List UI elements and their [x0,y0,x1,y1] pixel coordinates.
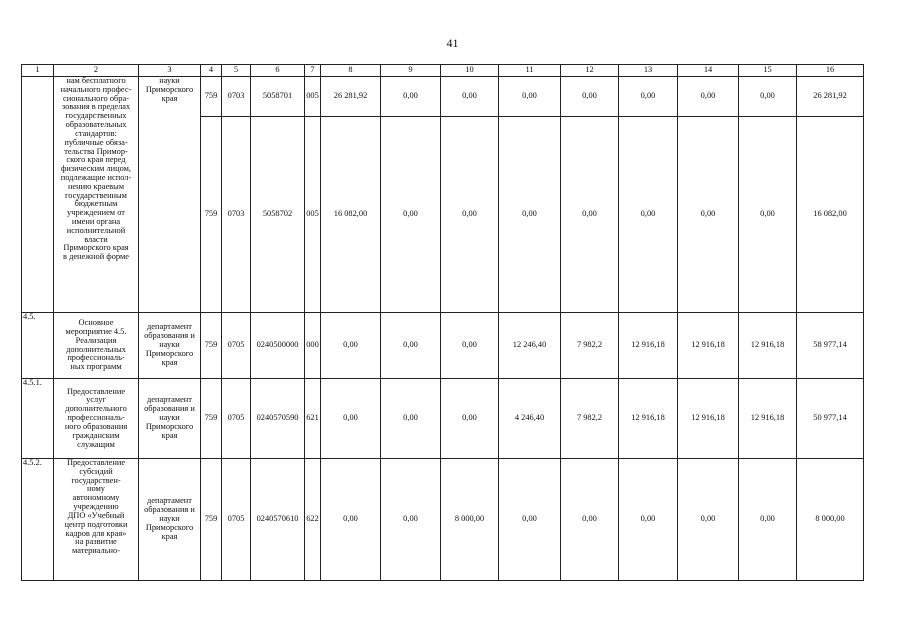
value-cell: 12 246,40 [499,313,561,379]
value-cell: 12 916,18 [739,379,797,459]
budget-table [21,64,864,581]
value-cell: 0240500000 [251,313,305,379]
value-cell: 0,00 [561,77,619,117]
value-cell: 0,00 [321,459,381,581]
value-cell: 16 082,00 [321,117,381,313]
value-cell: 0,00 [441,117,499,313]
value-cell: 0,00 [678,117,739,313]
value-cell: 759 [201,379,222,459]
row-number-cell: 4.5.1. [22,379,54,459]
value-cell: 8 000,00 [441,459,499,581]
value-cell: 622 [305,459,321,581]
value-cell: 0,00 [499,459,561,581]
value-cell: 0,00 [561,459,619,581]
header-cell: 14 [678,65,739,77]
table-row [22,379,864,459]
table-row [22,77,864,117]
value-cell: 0,00 [499,117,561,313]
value-cell: 0,00 [739,117,797,313]
value-cell: 759 [201,77,222,117]
value-cell: 0240570590 [251,379,305,459]
value-cell: 5058701 [251,77,305,117]
row-number-cell [22,77,54,313]
header-cell: 7 [305,65,321,77]
value-cell: 759 [201,459,222,581]
value-cell: 0705 [222,313,251,379]
header-cell: 13 [619,65,678,77]
value-cell: 50 977,14 [797,379,864,459]
value-cell: 7 982,2 [561,313,619,379]
header-cell: 5 [222,65,251,77]
value-cell: 12 916,18 [739,313,797,379]
value-cell: 0240570610 [251,459,305,581]
value-cell: 0,00 [381,379,441,459]
value-cell: 4 246,40 [499,379,561,459]
table-row [22,459,864,581]
value-cell: 759 [201,117,222,313]
value-cell: 0,00 [619,77,678,117]
organization-cell: департамент образования и науки Приморского края [139,459,201,581]
header-cell: 16 [797,65,864,77]
value-cell: 58 977,14 [797,313,864,379]
value-cell: 0,00 [381,313,441,379]
value-cell: 0703 [222,77,251,117]
description-cell: Предоставление субсидий государствен- ному автономному учреждению ДПО «Учебный центр подготовки кадров для края» на развитие материально- [54,459,139,581]
organization-cell: департамент образования и науки Приморского края [139,313,201,379]
header-cell: 6 [251,65,305,77]
value-cell: 12 916,18 [678,313,739,379]
value-cell: 0,00 [441,313,499,379]
header-cell: 3 [139,65,201,77]
value-cell: 0,00 [321,313,381,379]
value-cell: 0,00 [678,77,739,117]
row-number-cell: 4.5. [22,313,54,379]
value-cell: 16 082,00 [797,117,864,313]
value-cell: 0,00 [678,459,739,581]
value-cell: 12 916,18 [678,379,739,459]
header-cell: 12 [561,65,619,77]
header-cell: 8 [321,65,381,77]
page-number: 41 [446,36,459,50]
value-cell: 26 281,92 [797,77,864,117]
value-cell: 0,00 [321,379,381,459]
value-cell: 0,00 [619,459,678,581]
description-cell: Основное мероприятие 4.5. Реализация дополнительных профессиональ- ных программ [54,313,139,379]
header-row [22,65,864,77]
value-cell: 0,00 [619,117,678,313]
value-cell: 12 916,18 [619,379,678,459]
header-cell: 2 [54,65,139,77]
value-cell: 0,00 [499,77,561,117]
value-cell: 0705 [222,379,251,459]
value-cell: 0,00 [381,117,441,313]
value-cell: 759 [201,313,222,379]
value-cell: 5058702 [251,117,305,313]
value-cell: 12 916,18 [619,313,678,379]
value-cell: 0705 [222,459,251,581]
value-cell: 26 281,92 [321,77,381,117]
value-cell: 0703 [222,117,251,313]
header-cell: 1 [22,65,54,77]
value-cell: 0,00 [739,77,797,117]
value-cell: 0,00 [561,117,619,313]
value-cell: 005 [305,117,321,313]
value-cell: 005 [305,77,321,117]
value-cell: 621 [305,379,321,459]
description-cell: Предоставление услуг дополнительного профессиональ- ного образования гражданским служащим [54,379,139,459]
header-cell: 15 [739,65,797,77]
value-cell: 0,00 [381,77,441,117]
table-row [22,313,864,379]
header-cell: 10 [441,65,499,77]
value-cell: 0,00 [441,77,499,117]
header-cell: 11 [499,65,561,77]
value-cell: 0,00 [381,459,441,581]
row-number-cell: 4.5.2. [22,459,54,581]
description-cell: нам бесплатного начального профес- сионального обра- зования в пределах государственных образовательных стандартов: публичные обяза- тельства Примор- ского края перед физическим лицом, подлежащие испол- нению краевым государственным бюджетным учреждением от имени органа исполнительной власти Приморского края в денежной форме [54,77,139,313]
header-cell: 9 [381,65,441,77]
value-cell: 7 982,2 [561,379,619,459]
organization-cell: департамент образования и науки Приморского края [139,379,201,459]
header-cell: 4 [201,65,222,77]
value-cell: 0,00 [739,459,797,581]
value-cell: 000 [305,313,321,379]
value-cell: 0,00 [441,379,499,459]
organization-cell: науки Приморского края [139,77,201,313]
value-cell: 8 000,00 [797,459,864,581]
